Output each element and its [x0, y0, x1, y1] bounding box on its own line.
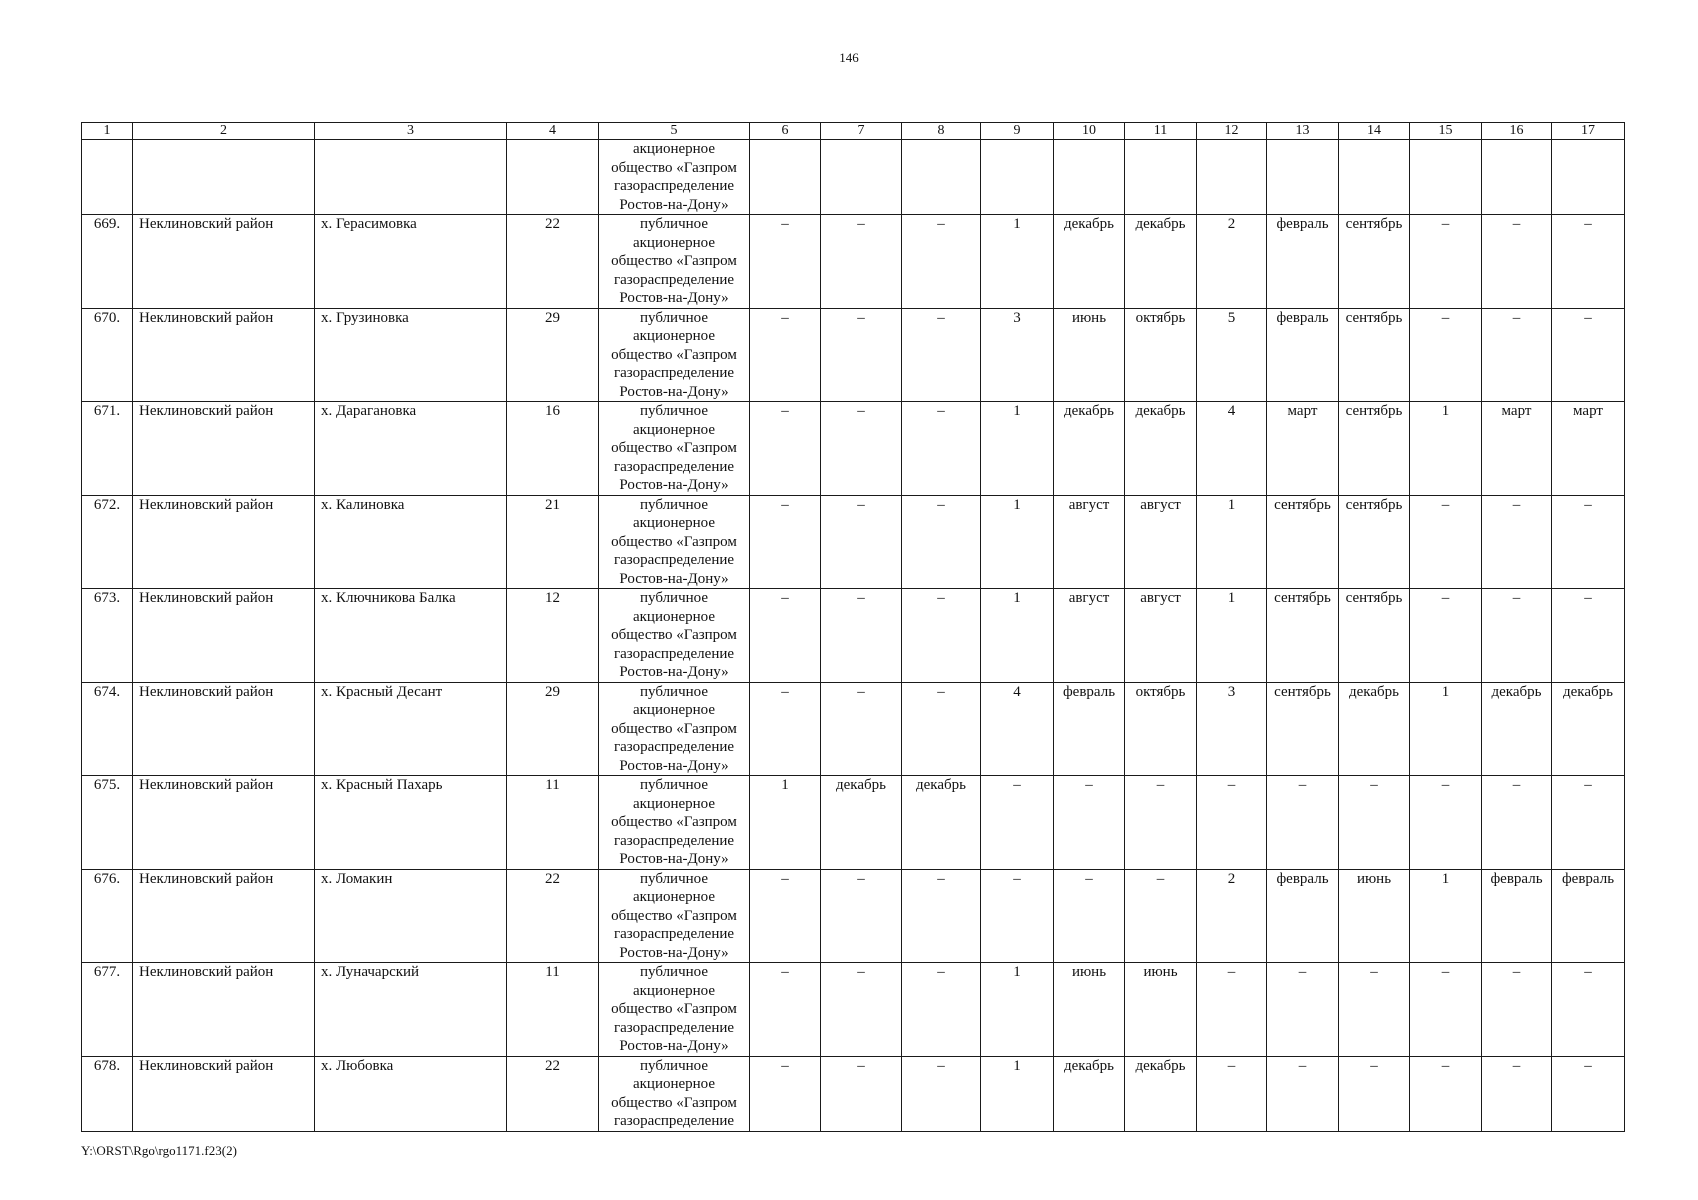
value-cell-col-16: декабрь: [1482, 682, 1552, 776]
count-cell: 22: [507, 869, 599, 963]
count-cell: 11: [507, 963, 599, 1057]
count-cell: 21: [507, 495, 599, 589]
operator-cell: публичное акционерное общество «Газпром газораспределение Ростов-на-Дону»: [599, 869, 750, 963]
value-cell-col-16: –: [1482, 1056, 1552, 1131]
table-row: [82, 589, 1625, 683]
header-row: [82, 123, 1625, 140]
row-number: 671.: [82, 402, 133, 496]
column-header-1: 1: [82, 123, 133, 140]
district-cell: Неклиновский район: [133, 589, 315, 683]
column-header-15: 15: [1410, 123, 1482, 140]
operator-cell: публичное акционерное общество «Газпром газораспределение Ростов-на-Дону»: [599, 776, 750, 870]
column-header-6: 6: [750, 123, 821, 140]
value-cell-col-10: февраль: [1054, 682, 1125, 776]
count-cell: 29: [507, 308, 599, 402]
value-cell-col-6: [750, 140, 821, 215]
settlement-cell: х. Любовка: [315, 1056, 507, 1131]
value-cell-col-15: –: [1410, 215, 1482, 309]
value-cell-col-16: –: [1482, 776, 1552, 870]
operator-cell: публичное акционерное общество «Газпром газораспределение Ростов-на-Дону»: [599, 402, 750, 496]
value-cell-col-14: сентябрь: [1339, 215, 1410, 309]
value-cell-col-13: март: [1267, 402, 1339, 496]
column-header-17: 17: [1552, 123, 1625, 140]
value-cell-col-6: –: [750, 215, 821, 309]
value-cell-col-17: март: [1552, 402, 1625, 496]
settlement-cell: х. Дарагановка: [315, 402, 507, 496]
value-cell-col-6: –: [750, 589, 821, 683]
value-cell-col-9: 1: [981, 1056, 1054, 1131]
value-cell-col-14: декабрь: [1339, 682, 1410, 776]
settlement-cell: [315, 140, 507, 215]
value-cell-col-10: декабрь: [1054, 1056, 1125, 1131]
value-cell-col-8: [902, 140, 981, 215]
value-cell-col-13: –: [1267, 776, 1339, 870]
value-cell-col-17: –: [1552, 495, 1625, 589]
value-cell-col-13: сентябрь: [1267, 495, 1339, 589]
operator-cell: публичное акционерное общество «Газпром газораспределение: [599, 1056, 750, 1131]
value-cell-col-6: –: [750, 308, 821, 402]
value-cell-col-9: 4: [981, 682, 1054, 776]
table-row: [82, 308, 1625, 402]
value-cell-col-17: [1552, 140, 1625, 215]
value-cell-col-7: –: [821, 869, 902, 963]
value-cell-col-10: август: [1054, 495, 1125, 589]
value-cell-col-6: –: [750, 869, 821, 963]
value-cell-col-13: –: [1267, 1056, 1339, 1131]
value-cell-col-12: [1197, 140, 1267, 215]
value-cell-col-15: –: [1410, 589, 1482, 683]
row-number: 677.: [82, 963, 133, 1057]
count-cell: [507, 140, 599, 215]
column-header-8: 8: [902, 123, 981, 140]
column-header-3: 3: [315, 123, 507, 140]
value-cell-col-6: –: [750, 402, 821, 496]
column-header-9: 9: [981, 123, 1054, 140]
value-cell-col-6: 1: [750, 776, 821, 870]
settlement-cell: х. Ломакин: [315, 869, 507, 963]
value-cell-col-12: 1: [1197, 589, 1267, 683]
table-row: [82, 963, 1625, 1057]
value-cell-col-13: сентябрь: [1267, 589, 1339, 683]
value-cell-col-7: –: [821, 682, 902, 776]
settlement-cell: х. Герасимовка: [315, 215, 507, 309]
count-cell: 22: [507, 215, 599, 309]
value-cell-col-12: 3: [1197, 682, 1267, 776]
operator-cell: акционерное общество «Газпром газораспределение Ростов-на-Дону»: [599, 140, 750, 215]
value-cell-col-11: август: [1125, 589, 1197, 683]
value-cell-col-16: [1482, 140, 1552, 215]
value-cell-col-7: –: [821, 308, 902, 402]
value-cell-col-14: июнь: [1339, 869, 1410, 963]
value-cell-col-9: 1: [981, 963, 1054, 1057]
value-cell-col-9: 1: [981, 402, 1054, 496]
count-cell: 16: [507, 402, 599, 496]
district-cell: Неклиновский район: [133, 402, 315, 496]
row-number: 675.: [82, 776, 133, 870]
value-cell-col-17: –: [1552, 589, 1625, 683]
value-cell-col-15: 1: [1410, 682, 1482, 776]
value-cell-col-11: октябрь: [1125, 682, 1197, 776]
register-table: [81, 122, 1625, 1132]
value-cell-col-7: –: [821, 1056, 902, 1131]
value-cell-col-14: –: [1339, 963, 1410, 1057]
operator-cell: публичное акционерное общество «Газпром газораспределение Ростов-на-Дону»: [599, 963, 750, 1057]
value-cell-col-7: –: [821, 963, 902, 1057]
value-cell-col-10: декабрь: [1054, 215, 1125, 309]
value-cell-col-10: –: [1054, 776, 1125, 870]
value-cell-col-11: август: [1125, 495, 1197, 589]
value-cell-col-10: июнь: [1054, 963, 1125, 1057]
value-cell-col-7: –: [821, 495, 902, 589]
value-cell-col-12: 1: [1197, 495, 1267, 589]
district-cell: Неклиновский район: [133, 215, 315, 309]
value-cell-col-7: –: [821, 215, 902, 309]
value-cell-col-9: 1: [981, 215, 1054, 309]
value-cell-col-17: –: [1552, 1056, 1625, 1131]
value-cell-col-12: 5: [1197, 308, 1267, 402]
value-cell-col-6: –: [750, 495, 821, 589]
value-cell-col-11: декабрь: [1125, 1056, 1197, 1131]
district-cell: [133, 140, 315, 215]
value-cell-col-8: декабрь: [902, 776, 981, 870]
value-cell-col-8: –: [902, 963, 981, 1057]
count-cell: 29: [507, 682, 599, 776]
column-header-2: 2: [133, 123, 315, 140]
value-cell-col-8: –: [902, 682, 981, 776]
value-cell-col-12: –: [1197, 963, 1267, 1057]
value-cell-col-6: –: [750, 963, 821, 1057]
value-cell-col-8: –: [902, 215, 981, 309]
value-cell-col-12: 2: [1197, 869, 1267, 963]
value-cell-col-16: –: [1482, 308, 1552, 402]
column-header-16: 16: [1482, 123, 1552, 140]
operator-cell: публичное акционерное общество «Газпром газораспределение Ростов-на-Дону»: [599, 308, 750, 402]
value-cell-col-7: –: [821, 589, 902, 683]
column-header-4: 4: [507, 123, 599, 140]
value-cell-col-8: –: [902, 589, 981, 683]
value-cell-col-15: –: [1410, 1056, 1482, 1131]
value-cell-col-17: –: [1552, 215, 1625, 309]
value-cell-col-8: –: [902, 495, 981, 589]
operator-cell: публичное акционерное общество «Газпром газораспределение Ростов-на-Дону»: [599, 215, 750, 309]
value-cell-col-17: –: [1552, 308, 1625, 402]
value-cell-col-6: –: [750, 1056, 821, 1131]
district-cell: Неклиновский район: [133, 776, 315, 870]
column-header-11: 11: [1125, 123, 1197, 140]
value-cell-col-8: –: [902, 402, 981, 496]
value-cell-col-6: –: [750, 682, 821, 776]
value-cell-col-13: [1267, 140, 1339, 215]
value-cell-col-16: –: [1482, 215, 1552, 309]
column-header-7: 7: [821, 123, 902, 140]
value-cell-col-11: октябрь: [1125, 308, 1197, 402]
count-cell: 11: [507, 776, 599, 870]
settlement-cell: х. Красный Пахарь: [315, 776, 507, 870]
value-cell-col-14: сентябрь: [1339, 308, 1410, 402]
settlement-cell: х. Ключникова Балка: [315, 589, 507, 683]
table-row: [82, 495, 1625, 589]
value-cell-col-16: февраль: [1482, 869, 1552, 963]
district-cell: Неклиновский район: [133, 963, 315, 1057]
value-cell-col-9: 3: [981, 308, 1054, 402]
operator-cell: публичное акционерное общество «Газпром газораспределение Ростов-на-Дону»: [599, 589, 750, 683]
value-cell-col-9: –: [981, 869, 1054, 963]
value-cell-col-7: декабрь: [821, 776, 902, 870]
row-number: 670.: [82, 308, 133, 402]
table-row: [82, 869, 1625, 963]
district-cell: Неклиновский район: [133, 308, 315, 402]
column-header-10: 10: [1054, 123, 1125, 140]
row-number: 672.: [82, 495, 133, 589]
column-header-5: 5: [599, 123, 750, 140]
value-cell-col-8: –: [902, 869, 981, 963]
value-cell-col-11: –: [1125, 869, 1197, 963]
value-cell-col-9: [981, 140, 1054, 215]
value-cell-col-16: –: [1482, 589, 1552, 683]
table-row: [82, 1056, 1625, 1131]
value-cell-col-10: декабрь: [1054, 402, 1125, 496]
value-cell-col-12: –: [1197, 1056, 1267, 1131]
page-number: 146: [839, 50, 859, 65]
value-cell-col-14: сентябрь: [1339, 402, 1410, 496]
count-cell: 12: [507, 589, 599, 683]
column-header-13: 13: [1267, 123, 1339, 140]
row-number: 676.: [82, 869, 133, 963]
table-body: [82, 140, 1625, 1132]
settlement-cell: х. Луначарский: [315, 963, 507, 1057]
value-cell-col-11: декабрь: [1125, 402, 1197, 496]
value-cell-col-15: –: [1410, 308, 1482, 402]
district-cell: Неклиновский район: [133, 682, 315, 776]
value-cell-col-8: –: [902, 308, 981, 402]
table-row: [82, 140, 1625, 215]
value-cell-col-10: июнь: [1054, 308, 1125, 402]
value-cell-col-17: декабрь: [1552, 682, 1625, 776]
value-cell-col-15: –: [1410, 776, 1482, 870]
value-cell-col-15: [1410, 140, 1482, 215]
row-number: 669.: [82, 215, 133, 309]
row-number: 674.: [82, 682, 133, 776]
row-number: 678.: [82, 1056, 133, 1131]
value-cell-col-12: 4: [1197, 402, 1267, 496]
value-cell-col-17: –: [1552, 963, 1625, 1057]
value-cell-col-13: сентябрь: [1267, 682, 1339, 776]
value-cell-col-10: [1054, 140, 1125, 215]
value-cell-col-15: –: [1410, 963, 1482, 1057]
settlement-cell: х. Красный Десант: [315, 682, 507, 776]
settlement-cell: х. Грузиновка: [315, 308, 507, 402]
value-cell-col-10: август: [1054, 589, 1125, 683]
value-cell-col-10: –: [1054, 869, 1125, 963]
value-cell-col-17: –: [1552, 776, 1625, 870]
value-cell-col-14: [1339, 140, 1410, 215]
value-cell-col-14: сентябрь: [1339, 495, 1410, 589]
value-cell-col-8: –: [902, 1056, 981, 1131]
district-cell: Неклиновский район: [133, 495, 315, 589]
column-header-14: 14: [1339, 123, 1410, 140]
value-cell-col-13: –: [1267, 963, 1339, 1057]
value-cell-col-17: февраль: [1552, 869, 1625, 963]
row-number: [82, 140, 133, 215]
settlement-cell: х. Калиновка: [315, 495, 507, 589]
column-header-12: 12: [1197, 123, 1267, 140]
value-cell-col-12: –: [1197, 776, 1267, 870]
value-cell-col-16: –: [1482, 963, 1552, 1057]
value-cell-col-11: [1125, 140, 1197, 215]
table-row: [82, 215, 1625, 309]
operator-cell: публичное акционерное общество «Газпром газораспределение Ростов-на-Дону»: [599, 682, 750, 776]
file-path-footer: Y:\ORST\Rgo\rgo1171.f23(2): [81, 1143, 237, 1158]
value-cell-col-16: –: [1482, 495, 1552, 589]
value-cell-col-9: 1: [981, 495, 1054, 589]
value-cell-col-14: –: [1339, 1056, 1410, 1131]
value-cell-col-15: 1: [1410, 402, 1482, 496]
table-row: [82, 776, 1625, 870]
value-cell-col-16: март: [1482, 402, 1552, 496]
row-number: 673.: [82, 589, 133, 683]
value-cell-col-9: –: [981, 776, 1054, 870]
value-cell-col-13: февраль: [1267, 869, 1339, 963]
value-cell-col-14: –: [1339, 776, 1410, 870]
table-row: [82, 682, 1625, 776]
district-cell: Неклиновский район: [133, 869, 315, 963]
value-cell-col-15: 1: [1410, 869, 1482, 963]
value-cell-col-9: 1: [981, 589, 1054, 683]
value-cell-col-7: –: [821, 402, 902, 496]
value-cell-col-14: сентябрь: [1339, 589, 1410, 683]
value-cell-col-13: февраль: [1267, 215, 1339, 309]
value-cell-col-12: 2: [1197, 215, 1267, 309]
value-cell-col-11: июнь: [1125, 963, 1197, 1057]
count-cell: 22: [507, 1056, 599, 1131]
value-cell-col-11: –: [1125, 776, 1197, 870]
value-cell-col-11: декабрь: [1125, 215, 1197, 309]
table-row: [82, 402, 1625, 496]
district-cell: Неклиновский район: [133, 1056, 315, 1131]
value-cell-col-7: [821, 140, 902, 215]
operator-cell: публичное акционерное общество «Газпром газораспределение Ростов-на-Дону»: [599, 495, 750, 589]
value-cell-col-15: –: [1410, 495, 1482, 589]
value-cell-col-13: февраль: [1267, 308, 1339, 402]
